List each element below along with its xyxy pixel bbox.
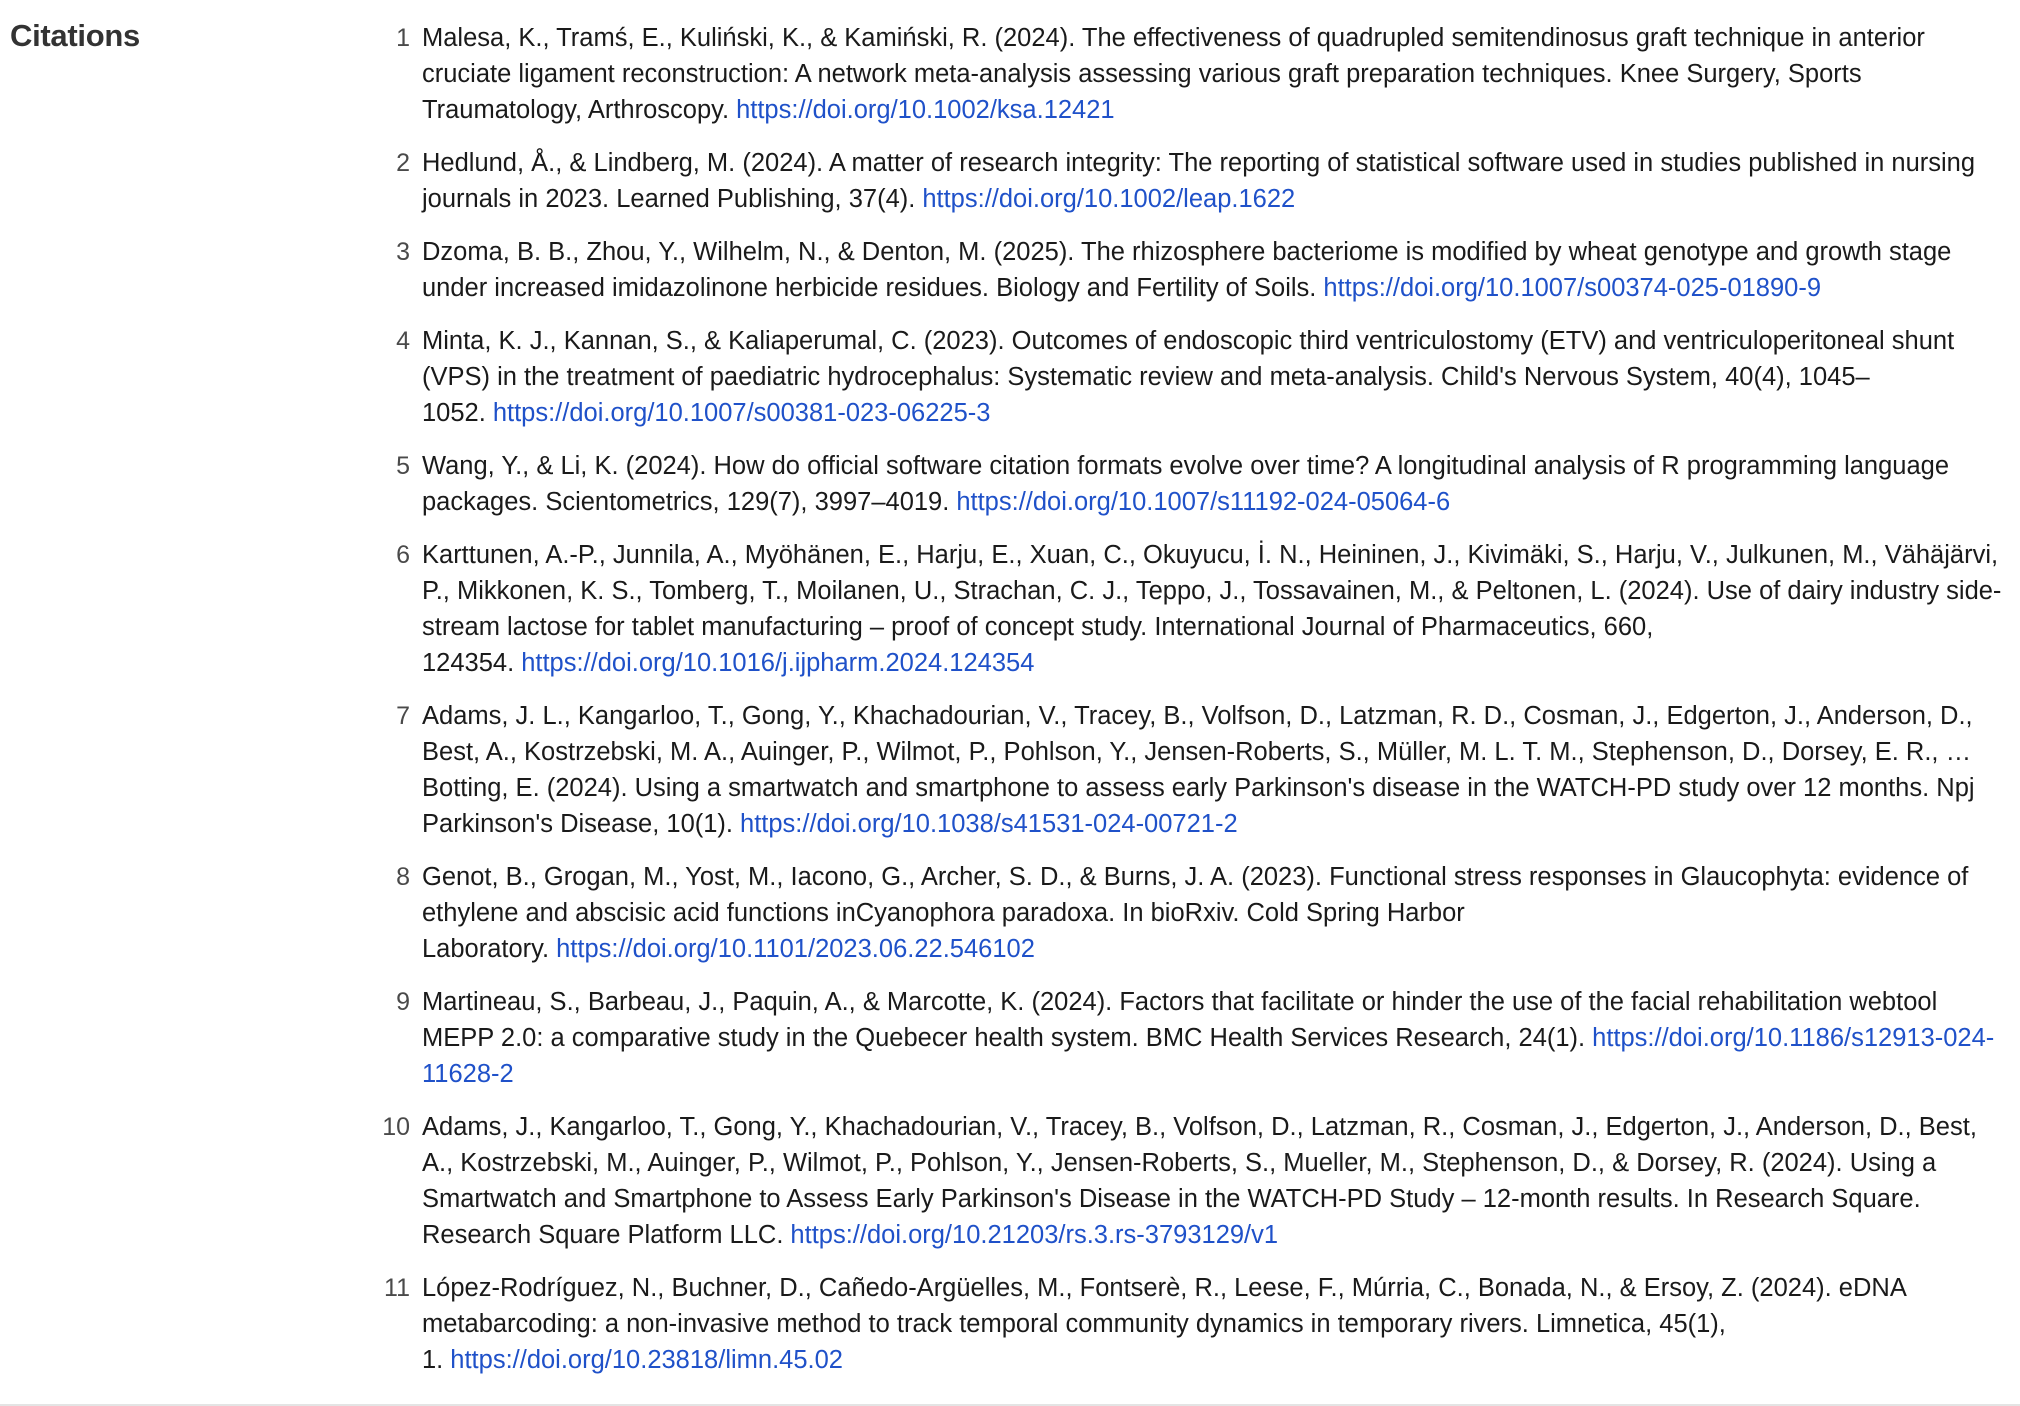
citation-reference: Adams, J. L., Kangarloo, T., Gong, Y., Khachadourian, V., Tracey, B., Volfson, D., Latzman, R. D., Cosman, J., Edgerton, J., Anderson, D., Best, A., Kostrzebski, M. A., Auinger, P., Wilmot, P., Pohlson, Y., Jensen-Roberts, S., Müller, M. L. T. M., Stephenson, D., Dorsey, E. R., … Botting, E. (2024). Using a smartwatch and smartphone to assess early Parkinson's disease in the WATCH-PD study over 12 months. Npj Parkinson's Disease, 10(1). [422, 702, 1975, 838]
citation-reference: López-Rodríguez, N., Buchner, D., Cañedo-Argüelles, M., Fontserè, R., Leese, F., Múrria, C., Bonada, N., & Ersoy, Z. (2024). eDNA metabarcoding: a non-invasive method to track temporal community dynamics in temporary rivers. Limnetica, 45(1), 1. [422, 1274, 1906, 1374]
citation-reference: Hedlund, Å., & Lindberg, M. (2024). A matter of research integrity: The reporting of statistical software used in studies published in nursing journals in 2023. Learned Publishing, 37(4). [422, 149, 1976, 213]
citation-item [370, 859, 2010, 967]
citation-number: 4 [396, 327, 410, 355]
citation-reference: Martineau, S., Barbeau, J., Paquin, A., & Marcotte, K. (2024). Factors that facilitate or hinder the use of the facial rehabilitation webtool MEPP 2.0: a comparative study in the Quebecer health system. BMC Health Services Research, 24(1). [422, 988, 1938, 1052]
doi-link[interactable]: https://doi.org/10.23818/limn.45.02 [450, 1346, 843, 1374]
citation-reference: Dzoma, B. B., Zhou, Y., Wilhelm, N., & Denton, M. (2025). The rhizosphere bacteriome is modified by wheat genotype and growth stage under increased imidazolinone herbicide residues. Biology and Fertility of Soils. [422, 238, 1952, 302]
section-title: Citations [10, 18, 140, 53]
citation-text [422, 145, 2010, 217]
doi-link[interactable]: https://doi.org/10.1007/s00374-025-01890-9 [1323, 274, 1822, 302]
doi-link[interactable]: https://doi.org/10.1007/s00381-023-06225-3 [492, 399, 991, 427]
citation-item [370, 145, 2010, 217]
citation-text [422, 984, 2010, 1092]
citation-number: 2 [396, 149, 410, 177]
citation-item [370, 984, 2010, 1092]
citation-text [422, 20, 2010, 128]
citation-item [370, 323, 2010, 431]
citation-reference: Minta, K. J., Kannan, S., & Kaliaperumal, C. (2023). Outcomes of endoscopic third ventriculostomy (ETV) and ventriculoperitoneal shunt (VPS) in the treatment of paediatric hydrocephalus: Systematic review and meta-analysis. Child's Nervous System, 40(4), 1045–1052. [422, 327, 1955, 427]
citation-text [422, 323, 2010, 431]
citation-text [422, 1109, 2010, 1253]
citation-text [422, 1270, 2010, 1378]
doi-link[interactable]: https://doi.org/10.21203/rs.3.rs-3793129/v1 [790, 1221, 1279, 1249]
citation-reference: Malesa, K., Tramś, E., Kuliński, K., & Kamiński, R. (2024). The effectiveness of quadrupled semitendinosus graft technique in anterior cruciate ligament reconstruction: A network meta-analysis assessing various graft preparation techniques. Knee Surgery, Sports Traumatology, Arthroscopy. [422, 24, 1925, 124]
doi-link[interactable]: https://doi.org/10.1038/s41531-024-00721-2 [740, 810, 1238, 838]
citation-item [370, 1270, 2010, 1378]
citation-number: 1 [396, 24, 410, 52]
citation-item [370, 1109, 2010, 1253]
citation-text [422, 698, 2010, 842]
citation-number: 5 [396, 452, 410, 480]
doi-link[interactable]: https://doi.org/10.1186/s12913-024-11628-2 [422, 1024, 1995, 1088]
doi-link[interactable]: https://doi.org/10.1101/2023.06.22.546102 [556, 935, 1035, 963]
doi-link[interactable]: https://doi.org/10.1016/j.ijpharm.2024.124354 [521, 649, 1035, 677]
citation-number: 9 [396, 988, 410, 1016]
doi-link[interactable]: https://doi.org/10.1002/ksa.12421 [736, 96, 1115, 124]
citation-item [370, 537, 2010, 681]
citation-text [422, 537, 2010, 681]
citation-number: 11 [384, 1274, 410, 1302]
citation-number: 3 [396, 238, 410, 266]
citation-number: 10 [382, 1113, 410, 1141]
doi-link[interactable]: https://doi.org/10.1007/s11192-024-05064-6 [956, 488, 1451, 516]
citation-number: 7 [396, 702, 410, 730]
citation-text [422, 859, 2010, 967]
citation-item [370, 698, 2010, 842]
citation-number: 8 [396, 863, 410, 891]
citation-reference: Wang, Y., & Li, K. (2024). How do official software citation formats evolve over time? A longitudinal analysis of R programming language packages. Scientometrics, 129(7), 3997–4019. [422, 452, 1950, 516]
citation-reference: Adams, J., Kangarloo, T., Gong, Y., Khachadourian, V., Tracey, B., Volfson, D., Latzman, R., Cosman, J., Edgerton, J., Anderson, D., Best, A., Kostrzebski, M., Auinger, P., Wilmot, P., Pohlson, Y., Jensen-Roberts, S., Mueller, M., Stephenson, D., & Dorsey, R. (2024). Using a Smartwatch and Smartphone to Assess Early Parkinson's Disease in the WATCH-PD Study – 12-month results. In Research Square. Research Square Platform LLC. [422, 1113, 1977, 1249]
citation-reference: Genot, B., Grogan, M., Yost, M., Iacono, G., Archer, S. D., & Burns, J. A. (2023). Functional stress responses in Glaucophyta: evidence of ethylene and abscisic acid functions inCyanophora paradoxa. In bioRxiv. Cold Spring Harbor Laboratory. [422, 863, 1969, 963]
citation-reference: Karttunen, A.-P., Junnila, A., Myöhänen, E., Harju, E., Xuan, C., Okuyucu, İ. N., Heininen, J., Kivimäki, S., Harju, V., Julkunen, M., Vähäjärvi, P., Mikkonen, K. S., Tomberg, T., Moilanen, U., Strachan, C. J., Teppo, J., Tossavainen, M., & Peltonen, L. (2024). Use of dairy industry side-stream lactose for tablet manufacturing – proof of concept study. International Journal of Pharmaceutics, 660, 124354. [422, 541, 2002, 677]
citation-number: 6 [396, 541, 410, 569]
citation-item [370, 20, 2010, 128]
citation-text [422, 234, 2010, 306]
doi-link[interactable]: https://doi.org/10.1002/leap.1622 [922, 185, 1296, 213]
citation-item [370, 448, 2010, 520]
citation-list [370, 20, 2010, 1395]
citation-item [370, 234, 2010, 306]
citation-text [422, 448, 2010, 520]
